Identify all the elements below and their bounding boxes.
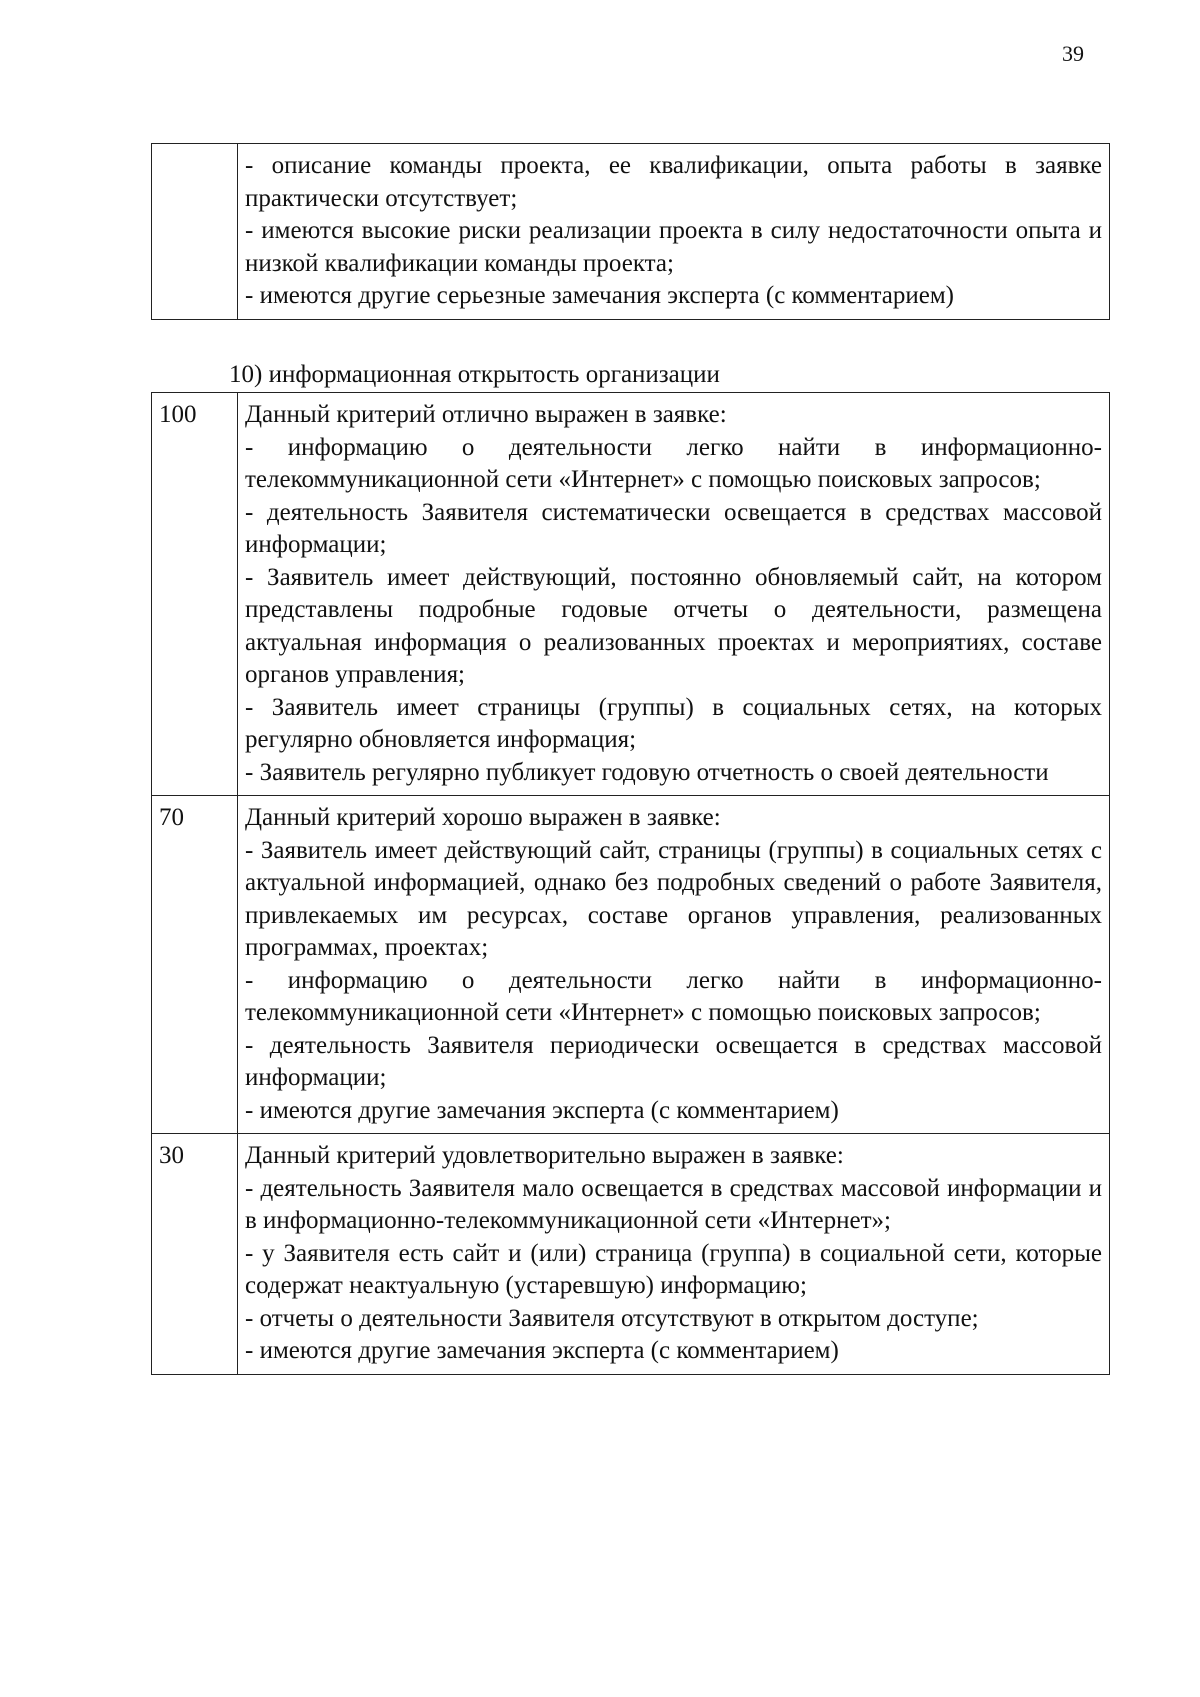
criterion-line: - деятельность Заявителя систематически освещается в средствах массовой информации;: [245, 498, 1102, 558]
page-number: 39: [1062, 41, 1084, 66]
criterion-line: - имеются высокие риски реализации проекта в силу недостаточности опыта и низкой квалификации команды проекта;: [245, 217, 1102, 277]
score-cell: 30: [152, 1134, 238, 1375]
criterion-line: - Заявитель имеет страницы (группы) в социальных сетях, на которых регулярно обновляется информация;: [245, 693, 1102, 753]
table-row: [152, 1134, 1110, 1375]
score-cell: 70: [152, 796, 238, 1134]
criterion-line: - деятельность Заявителя периодически освещается в средствах массовой информации;: [245, 1031, 1102, 1091]
description-cell: [238, 796, 1110, 1134]
table-row: [152, 144, 1110, 320]
criterion-line: - имеются другие серьезные замечания эксперта (с комментарием): [245, 282, 955, 309]
criterion-line: - описание команды проекта, ее квалификации, опыта работы в заявке практически отсутствует;: [245, 152, 1102, 212]
table-row: [152, 796, 1110, 1134]
criterion-line: - Заявитель имеет действующий, постоянно обновляемый сайт, на котором представлены подробные годовые отчеты о деятельности, размещена актуальная информация о реализованных проектах и мероприятиях, составе органов управления;: [245, 563, 1102, 688]
criterion-line: - деятельность Заявителя мало освещается в средствах массовой информации и в информационно-телекоммуникационной сети «Интернет»;: [245, 1174, 1102, 1234]
description-cell: [238, 1134, 1110, 1375]
criterion-line: - информацию о деятельности легко найти в информационно-телекоммуникационной сети «Интернет» с помощью поисковых запросов;: [245, 966, 1102, 1026]
information-openness-table: [151, 392, 1110, 1375]
continued-criteria-table: [151, 143, 1110, 320]
score-cell: [152, 144, 238, 320]
criterion-line: Данный критерий удовлетворительно выражен в заявке:: [245, 1142, 844, 1169]
criterion-line: - имеются другие замечания эксперта (с комментарием): [245, 1096, 839, 1124]
criterion-line: - информацию о деятельности легко найти в информационно-телекоммуникационной сети «Интернет» с помощью поисковых запросов;: [245, 433, 1102, 493]
criterion-line: Данный критерий хорошо выражен в заявке:: [245, 804, 721, 831]
criterion-line: - Заявитель регулярно публикует годовую отчетность о своей деятельности: [245, 758, 1049, 786]
description-cell: [238, 393, 1110, 796]
score-cell: 100: [152, 393, 238, 796]
criterion-line: - отчеты о деятельности Заявителя отсутствуют в открытом доступе;: [245, 1304, 979, 1332]
criterion-line: - имеются другие замечания эксперта (с комментарием): [245, 1337, 839, 1364]
criterion-line: - у Заявителя есть сайт и (или) страница (группа) в социальной сети, которые содержат неактуальную (устаревшую) информацию;: [245, 1239, 1102, 1299]
criterion-line: - Заявитель имеет действующий сайт, страницы (группы) в социальных сетях с актуальной информацией, однако без подробных сведений о работе Заявителя, привлекаемых им ресурсах, составе органов управления, реализованных программах, проектах;: [245, 836, 1102, 961]
description-cell: [238, 144, 1110, 320]
table-row: [152, 393, 1110, 796]
criterion-line: Данный критерий отлично выражен в заявке:: [245, 401, 727, 428]
section-heading: 10) информационная открытость организации: [229, 361, 720, 388]
